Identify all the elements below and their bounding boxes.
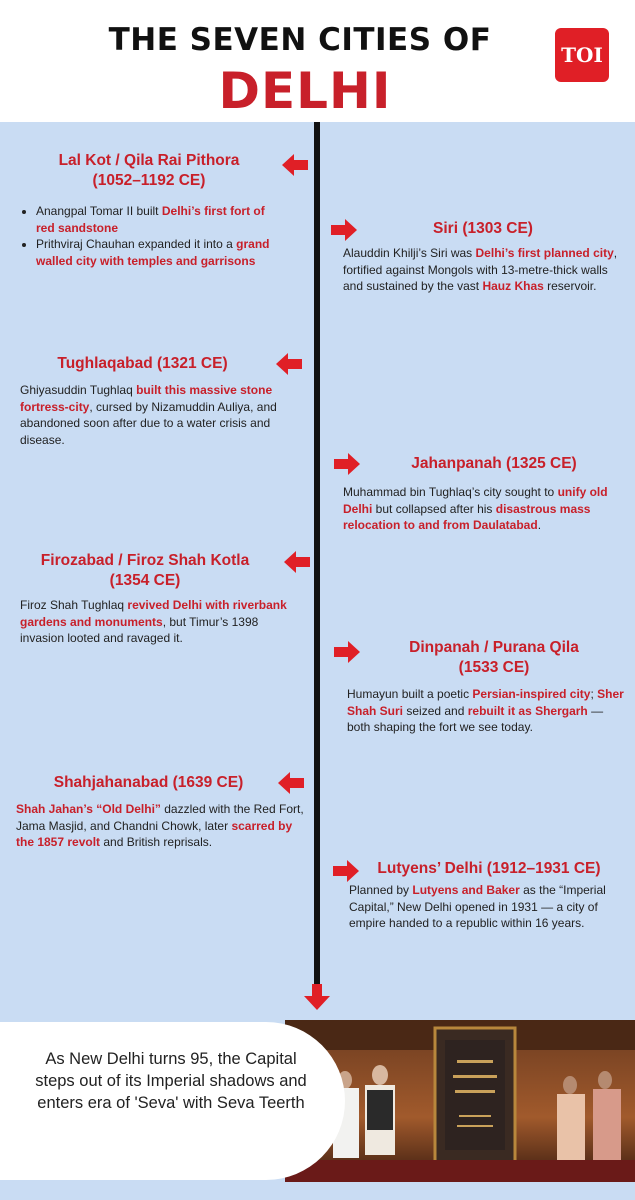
section-title: Shahjahanabad (1639 CE) (53, 774, 244, 791)
section-shahjahanabad (16, 773, 306, 851)
toi-logo[interactable]: TOI (555, 28, 609, 82)
section-lutyens-delhi (349, 859, 629, 932)
section-body: Humayun built a poetic Persian-inspired city; Sher Shah Suri seized and rebuilt it as Shergarh — both shaping the fort we see today. (347, 687, 624, 734)
arrow-left-icon (284, 551, 310, 573)
section-title: Firozabad / Firoz Shah Kotla (1354 CE) (40, 552, 250, 589)
timeline-line (314, 122, 320, 987)
bottom-strip (0, 1182, 635, 1200)
section-title: Lutyens’ Delhi (1912–1931 CE) (377, 860, 601, 877)
section-body: Muhammad bin Tughlaq’s city sought to unify old Delhi but collapsed after his disastrous mass relocation to and from Daulatabad. (343, 485, 608, 532)
arrow-left-icon (276, 353, 302, 375)
section-tughlaqabad (20, 354, 305, 448)
section-firozabad (20, 551, 305, 647)
footer-text: As New Delhi turns 95, the Capital steps out of its Imperial shadows and enters era of 'Seva' with Seva Teerth (35, 1050, 307, 1112)
section-title: Dinpanah / Purana Qila (1533 CE) (409, 639, 579, 676)
down-arrow-icon (304, 984, 330, 1010)
section-body: Ghiyasuddin Tughlaq built this massive stone fortress-city, cursed by Nizamuddin Auliya, and abandoned soon after due to a water crisis and disease. (20, 383, 277, 447)
section-siri (343, 219, 623, 295)
header (0, 0, 635, 122)
bullet-item: • Anangpal Tomar II built Delhi’s first fort of red sandstone (36, 203, 280, 236)
section-title: Siri (1303 CE) (433, 220, 533, 237)
section-body: Planned by Lutyens and Baker as the “Imperial Capital,” New Delhi opened in 1931 — a city of empire handed to a republic within 16 years. (349, 883, 606, 930)
arrow-left-icon (278, 772, 304, 794)
section-body: Alauddin Khilji’s Siri was Delhi’s first planned city, fortified against Mongols with 13-metre-thick walls and sustained by the vast Hauz Khas reservoir. (343, 246, 618, 293)
section-body (18, 203, 280, 269)
section-body: Firoz Shah Tughlaq revived Delhi with riverbank gardens and monuments, but Timur’s 1398 invasion looted and ravaged it. (20, 598, 287, 645)
section-jahanpanah (343, 454, 625, 534)
section-title: Lal Kot / Qila Rai Pithora (1052–1192 CE) (58, 152, 240, 189)
section-body: Shah Jahan’s “Old Delhi” dazzled with the Red Fort, Jama Masjid, and Chandni Chowk, later scarred by the 1857 revolt and British reprisals. (16, 802, 304, 849)
bullet-item: • Prithviraj Chauhan expanded it into a grand walled city with temples and garrisons (36, 236, 280, 269)
section-title: Jahanpanah (1325 CE) (411, 455, 577, 472)
title-line-2: DELHI (218, 62, 392, 120)
arrow-left-icon (282, 154, 308, 176)
section-title: Tughlaqabad (1321 CE) (57, 355, 228, 372)
section-lal-kot (18, 151, 280, 269)
section-dinpanah (347, 638, 627, 736)
title-line-1: THE SEVEN CITIES OF (108, 22, 492, 58)
